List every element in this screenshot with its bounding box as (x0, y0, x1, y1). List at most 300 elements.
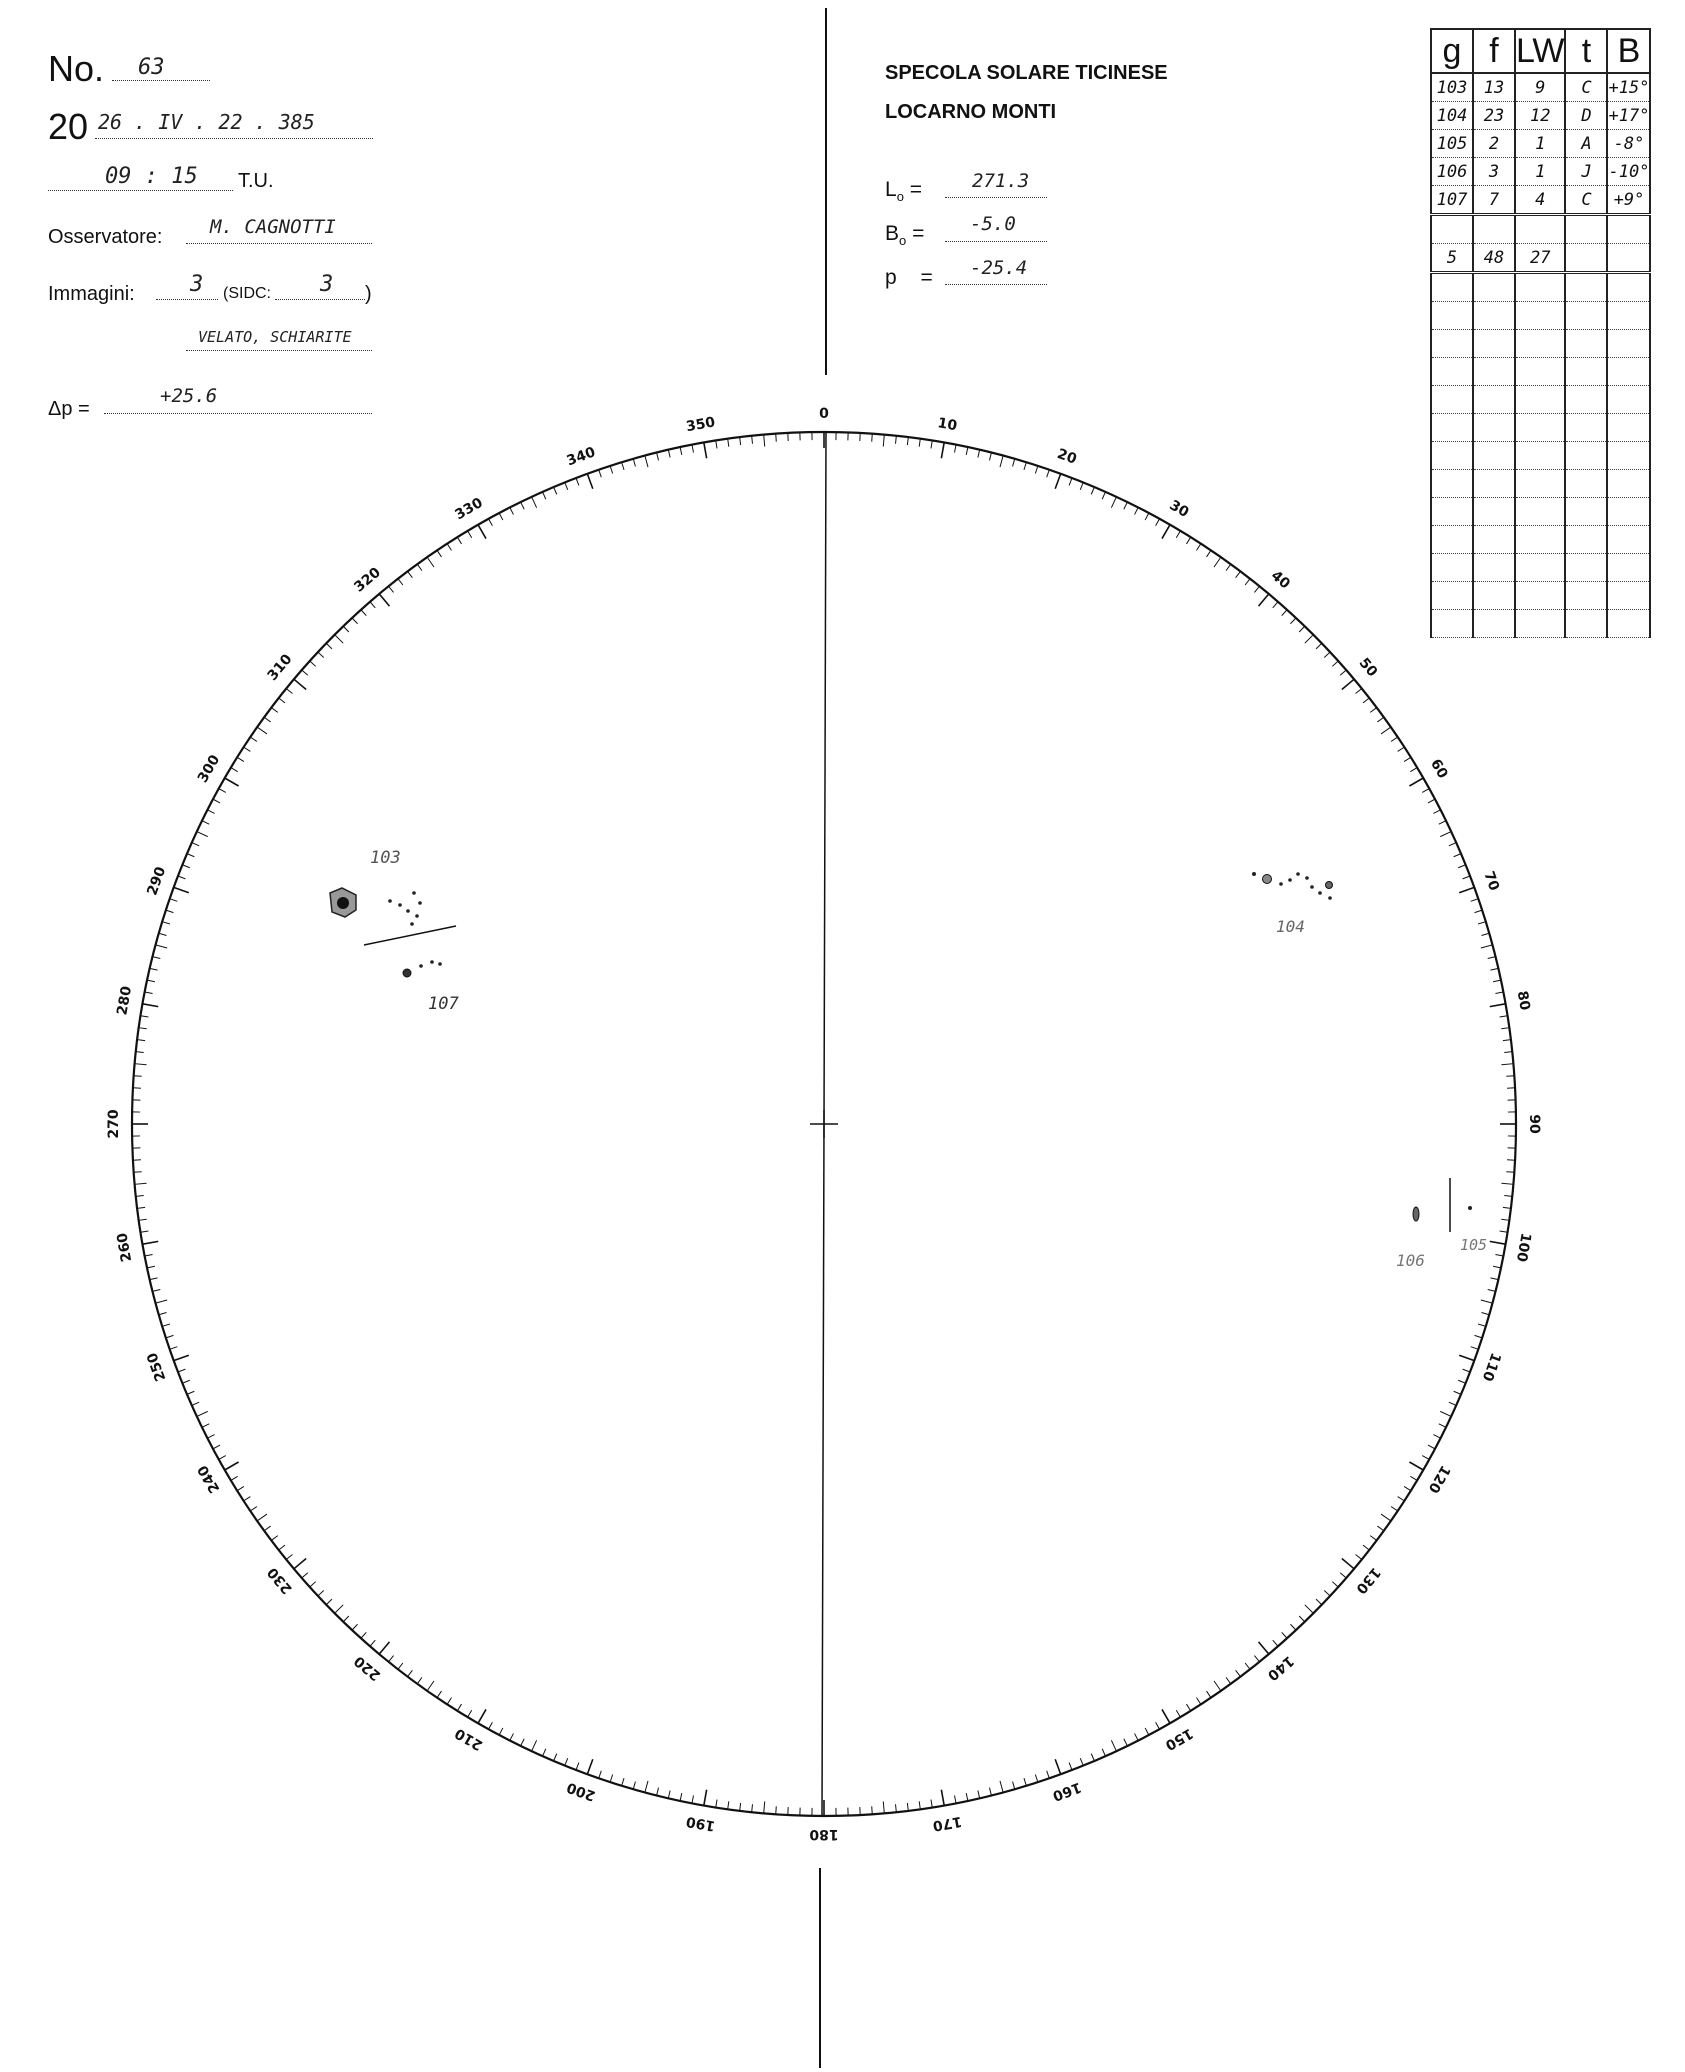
spot-dot (1305, 876, 1309, 880)
observer-label: Osservatore: (48, 226, 163, 248)
scale-label: 30 (1166, 497, 1192, 521)
scale-tick (457, 537, 461, 544)
scale-tick (657, 453, 659, 461)
images-value[interactable]: 3 (190, 272, 204, 297)
no-label: No. (48, 48, 105, 89)
scale-label: 180 (809, 1826, 839, 1842)
scale-tick (1186, 537, 1190, 544)
spot-dot (1310, 885, 1314, 889)
scale-tick (587, 1759, 592, 1774)
scale-tick (1493, 980, 1501, 982)
total-g[interactable]: 5 (1431, 244, 1473, 273)
scale-tick (156, 1300, 168, 1303)
scale-label: 140 (1264, 1652, 1297, 1684)
scale-tick (279, 698, 285, 703)
scale-tick (398, 579, 403, 585)
scale-tick (1377, 1526, 1383, 1531)
scale-tick (1245, 1663, 1250, 1669)
cell-g[interactable]: 105 (1431, 130, 1473, 158)
scale-tick (286, 689, 292, 694)
scale-tick (1024, 1778, 1026, 1786)
scale-tick (1439, 1424, 1446, 1428)
scale-tick (447, 1698, 451, 1705)
scale-tick (1478, 1324, 1486, 1326)
scale-tick (162, 1324, 170, 1326)
scale-tick (1299, 626, 1305, 632)
scale-tick (1102, 1749, 1105, 1756)
cell-g[interactable]: 107 (1431, 186, 1473, 215)
scale-tick (1305, 635, 1313, 643)
spot-103-umbra (337, 897, 349, 909)
conditions-value[interactable]: VELATO, SCHIARITE (198, 328, 352, 346)
spot-dot (406, 909, 410, 913)
scale-tick (1342, 679, 1354, 689)
scale-tick (1111, 497, 1116, 508)
scale-tick (437, 1691, 441, 1698)
scale-tick (1493, 1266, 1501, 1268)
scale-tick (1254, 1656, 1259, 1662)
scale-tick (1410, 768, 1417, 772)
scale-tick (489, 1722, 493, 1729)
scale-tick (213, 799, 220, 803)
scale-tick (610, 466, 612, 474)
scale-tick (622, 1778, 624, 1786)
cell-lw[interactable]: 9 (1515, 73, 1565, 102)
scale-tick (1135, 1733, 1139, 1740)
cell-f[interactable]: 13 (1473, 73, 1515, 102)
scale-tick (326, 643, 332, 649)
cell-b[interactable]: -8° (1607, 130, 1650, 158)
spot-dot (438, 962, 442, 966)
scale-tick (1245, 579, 1250, 585)
scale-tick (716, 1800, 717, 1808)
scale-tick (633, 1782, 635, 1790)
scale-tick (1503, 1207, 1511, 1208)
l0-eq: = (909, 178, 923, 201)
scale-tick (1503, 1040, 1511, 1041)
scale-tick (1490, 968, 1498, 970)
scale-label: 40 (1267, 567, 1293, 593)
sunspot-group-103[interactable] (330, 848, 422, 926)
cell-lw[interactable]: 1 (1515, 130, 1565, 158)
total-f[interactable]: 48 (1473, 244, 1515, 273)
scale-label: 120 (1424, 1462, 1454, 1496)
spot-dot (415, 914, 419, 918)
scale-tick (1299, 1616, 1305, 1622)
scale-tick (286, 1554, 292, 1559)
scale-label: 270 (106, 1109, 122, 1139)
scale-label: 70 (1480, 869, 1503, 894)
scale-label: 170 (931, 1812, 964, 1834)
sunspot-group-106[interactable] (1396, 1207, 1425, 1270)
cell-t[interactable]: D (1565, 102, 1607, 130)
scale-tick (1332, 1582, 1338, 1587)
scale-label: 60 (1427, 756, 1451, 782)
scale-tick (326, 1599, 332, 1605)
cell-f[interactable]: 2 (1473, 130, 1515, 158)
spot-dot (410, 922, 414, 926)
scale-tick (335, 1605, 343, 1613)
scale-tick (162, 922, 170, 924)
cell-f[interactable]: 3 (1473, 158, 1515, 186)
scale-tick (178, 876, 185, 879)
spot-dot (412, 891, 416, 895)
scale-tick (159, 933, 167, 935)
scale-tick (610, 1775, 612, 1783)
scale-tick (1481, 945, 1493, 948)
scale-tick (213, 1445, 220, 1449)
p-value[interactable]: -25.4 (970, 257, 1028, 279)
scale-tick (134, 1076, 142, 1077)
scale-tick (1080, 482, 1083, 489)
scale-tick (489, 519, 493, 526)
scale-tick (587, 474, 592, 489)
l0-sub: o (896, 189, 904, 205)
scale-tick (1504, 1052, 1512, 1053)
scale-tick (543, 492, 546, 499)
scale-tick (1478, 922, 1486, 924)
spot-dot (418, 901, 422, 905)
scale-tick (1398, 747, 1405, 751)
spot-dot (1318, 891, 1322, 895)
scale-tick (231, 768, 238, 772)
scale-tick (174, 887, 189, 892)
scale-tick (170, 1347, 178, 1350)
scale-tick (1000, 1781, 1003, 1793)
scale-tick (633, 459, 635, 467)
scale-tick (1449, 843, 1456, 846)
scale-tick (150, 968, 158, 970)
sunspot-group-104[interactable] (1252, 872, 1333, 936)
group-104-label: 104 (1276, 917, 1305, 936)
scale-tick (776, 434, 777, 442)
l0-value[interactable]: 271.3 (972, 170, 1030, 192)
scale-tick (1409, 778, 1423, 786)
scale-tick (1481, 1300, 1493, 1303)
scale-tick (468, 1710, 472, 1717)
scale-tick (931, 1800, 932, 1808)
scale-tick (1342, 1559, 1354, 1569)
scale-tick (1356, 689, 1362, 694)
scale-tick (231, 1476, 238, 1480)
scale-tick (1206, 550, 1210, 557)
scale-tick (1458, 865, 1465, 868)
scale-tick (166, 1335, 174, 1337)
cell-lw[interactable]: 4 (1515, 186, 1565, 215)
scale-tick (883, 435, 884, 447)
group-separator-line (364, 926, 456, 945)
scale-label: 190 (684, 1812, 717, 1834)
spot-dot (1252, 872, 1256, 876)
scale-tick (294, 679, 306, 689)
scale-tick (728, 1801, 729, 1809)
scale-tick (343, 626, 349, 632)
scale-tick (1305, 1605, 1313, 1613)
scale-tick (1035, 466, 1037, 474)
delta-p-value[interactable]: +25.6 (160, 385, 218, 407)
scale-tick (1501, 1064, 1513, 1065)
observer-value[interactable]: M. CAGNOTTI (210, 216, 336, 238)
scale-tick (1490, 1004, 1506, 1007)
scale-tick (941, 1790, 944, 1806)
scale-tick (417, 564, 422, 570)
scale-tick (1459, 887, 1474, 892)
scale-label: 130 (1352, 1564, 1384, 1597)
scale-tick (680, 1793, 682, 1801)
scale-tick (668, 450, 670, 458)
scale-tick (182, 865, 189, 868)
scale-tick (427, 557, 434, 567)
scale-tick (1459, 1355, 1474, 1360)
scale-tick (740, 437, 741, 445)
scale-label: 240 (194, 1462, 224, 1496)
scale-tick (225, 1462, 239, 1470)
scale-tick (1282, 1632, 1287, 1638)
time-unit: T.U. (238, 170, 274, 192)
scale-tick (1404, 757, 1411, 761)
scale-tick (379, 1642, 389, 1654)
scale-tick (1091, 1754, 1094, 1761)
scale-label: 100 (1512, 1231, 1534, 1264)
cell-b[interactable]: +15° (1607, 73, 1650, 102)
cell-b[interactable]: +17° (1607, 102, 1650, 130)
col-lw-header: LW (1515, 29, 1565, 73)
col-f-header: f (1473, 29, 1515, 73)
scale-tick (740, 1803, 741, 1811)
scale-tick (1439, 821, 1446, 825)
scale-tick (139, 1219, 147, 1220)
cell-g[interactable]: 103 (1431, 73, 1473, 102)
scale-tick (1013, 459, 1015, 467)
scale-tick (716, 441, 717, 449)
scale-tick (955, 1795, 957, 1803)
scale-tick (1290, 618, 1295, 624)
scale-tick (147, 1266, 155, 1268)
scale-tick (1422, 789, 1429, 793)
scale-tick (178, 1369, 185, 1372)
scale-tick (521, 1739, 525, 1746)
scale-tick (1475, 1335, 1483, 1337)
scale-tick (776, 1806, 777, 1814)
scale-tick (343, 1616, 349, 1622)
scale-tick (447, 544, 451, 551)
scale-tick (197, 832, 208, 837)
scale-label: 330 (452, 494, 486, 524)
scale-tick (1506, 1172, 1514, 1173)
scale-tick (1186, 1704, 1190, 1711)
scale-tick (1162, 1709, 1170, 1723)
cell-g[interactable]: 104 (1431, 102, 1473, 130)
scale-tick (1482, 933, 1490, 935)
scale-tick (153, 957, 161, 959)
scale-tick (136, 1052, 144, 1053)
scale-tick (532, 1740, 537, 1751)
b0-value[interactable]: -5.0 (970, 213, 1016, 235)
scale-tick (1501, 1028, 1509, 1029)
scale-tick (966, 1793, 968, 1801)
scale-tick (1506, 1076, 1514, 1077)
scale-tick (318, 652, 324, 657)
sunspot-group-107[interactable] (403, 960, 459, 1014)
scale-tick (135, 1064, 147, 1065)
scale-tick (1340, 670, 1346, 675)
scale-tick (907, 437, 908, 445)
scale-tick (1381, 1514, 1391, 1521)
scale-tick (1226, 1677, 1231, 1683)
scale-tick (645, 456, 648, 468)
total-lw[interactable]: 27 (1515, 244, 1565, 273)
scale-tick (1197, 544, 1201, 551)
l0-letter: L (885, 178, 897, 201)
b0-sub: o (899, 233, 907, 249)
scale-tick (166, 910, 174, 912)
scale-tick (599, 1771, 602, 1779)
scale-tick (752, 436, 753, 444)
scale-tick (1035, 1775, 1037, 1783)
scale-tick (1316, 643, 1322, 649)
scale-tick (1501, 1183, 1513, 1184)
scale-tick (1214, 1681, 1221, 1691)
year-prefix: 20 (48, 106, 89, 147)
scale-tick (499, 1728, 503, 1735)
cell-f[interactable]: 7 (1473, 186, 1515, 215)
scale-tick (764, 1801, 765, 1813)
scale-label: 350 (684, 414, 717, 436)
scale-label: 20 (1054, 445, 1079, 468)
scale-tick (645, 1781, 648, 1793)
scale-tick (192, 1402, 199, 1405)
scale-tick (1273, 602, 1278, 608)
scale-tick (1047, 470, 1050, 478)
cell-b[interactable]: -10° (1607, 158, 1650, 186)
scale-tick (1404, 1486, 1411, 1490)
scale-tick (335, 635, 343, 643)
spot-dot (419, 964, 423, 968)
date-value[interactable]: 26 . IV . 22 . 385 (98, 110, 315, 134)
scale-tick (510, 507, 514, 514)
scale-tick (1428, 1445, 1435, 1449)
scale-tick (966, 447, 968, 455)
time-value[interactable]: 09 : 15 (105, 164, 198, 189)
scale-tick (264, 1526, 270, 1531)
sunspot-group-105[interactable] (1460, 1206, 1487, 1254)
scale-tick (294, 1559, 306, 1569)
no-value[interactable]: 63 (138, 55, 165, 80)
scale-tick (895, 1804, 896, 1812)
scale-label: 90 (1526, 1114, 1542, 1134)
scale-tick (187, 1391, 194, 1394)
scale-tick (543, 1749, 546, 1756)
scale-tick (468, 531, 472, 538)
scale-tick (398, 1663, 403, 1669)
cell-lw[interactable]: 12 (1515, 102, 1565, 130)
scale-label: 50 (1355, 655, 1381, 681)
scale-tick (219, 789, 226, 793)
scale-tick (1410, 1476, 1417, 1480)
spot-105 (1468, 1206, 1472, 1210)
scale-tick (1254, 586, 1259, 592)
spot-104-follower (1326, 882, 1333, 889)
scale-tick (207, 810, 214, 814)
scale-tick (417, 1677, 422, 1683)
cell-t[interactable]: J (1565, 158, 1607, 186)
scale-tick (907, 1803, 908, 1811)
scale-tick (279, 1545, 285, 1550)
scale-tick (704, 1790, 707, 1806)
scale-tick (145, 992, 153, 994)
sidc-value[interactable]: 3 (320, 272, 334, 297)
cell-lw[interactable]: 1 (1515, 158, 1565, 186)
cell-g[interactable]: 106 (1431, 158, 1473, 186)
scale-tick (302, 1573, 308, 1578)
scale-tick (1145, 1728, 1149, 1735)
scale-tick (1340, 1573, 1346, 1578)
spot-dot (398, 903, 402, 907)
scale-tick (692, 1795, 694, 1803)
scale-tick (202, 1424, 209, 1428)
group-105-label: 105 (1460, 1236, 1488, 1254)
scale-label: 320 (351, 564, 384, 596)
spot-dot (388, 899, 392, 903)
scale-tick (668, 1790, 670, 1798)
scale-tick (941, 443, 944, 459)
spot-107-leader (403, 969, 411, 977)
cell-t[interactable]: A (1565, 130, 1607, 158)
scale-tick (1047, 1771, 1050, 1779)
scale-tick (872, 1806, 873, 1814)
scale-tick (137, 1207, 145, 1208)
scale-tick (1471, 1347, 1479, 1350)
cell-f[interactable]: 23 (1473, 102, 1515, 130)
delta-p-label: Δp = (48, 398, 90, 420)
scale-label: 210 (452, 1724, 486, 1754)
scale-tick (187, 854, 194, 857)
scale-tick (1475, 910, 1483, 912)
scale-tick (1500, 1016, 1508, 1017)
scale-tick (989, 1788, 991, 1796)
scale-tick (599, 470, 602, 478)
cell-t[interactable]: C (1565, 186, 1607, 215)
scale-tick (692, 445, 694, 453)
scale-tick (554, 1754, 557, 1761)
scale-tick (147, 980, 155, 982)
cell-t[interactable]: C (1565, 73, 1607, 102)
scale-tick (244, 747, 251, 751)
scale-label: 290 (144, 864, 170, 898)
scale-tick (1363, 1545, 1369, 1550)
scale-tick (1282, 610, 1287, 616)
scale-tick (361, 1632, 366, 1638)
scale-tick (1490, 1278, 1498, 1280)
scale-tick (1080, 1758, 1083, 1765)
spot-dot (1279, 882, 1283, 886)
scale-tick (156, 945, 168, 948)
scale-tick (237, 1486, 244, 1490)
scale-label: 260 (114, 1231, 136, 1264)
scale-tick (1409, 1462, 1423, 1470)
scale-label: 250 (144, 1350, 170, 1384)
scale-tick (139, 1028, 147, 1029)
scale-tick (1391, 1506, 1398, 1510)
scale-tick (565, 482, 568, 489)
scale-tick (478, 525, 486, 539)
cell-b[interactable]: +9° (1607, 186, 1650, 215)
scale-tick (1206, 1691, 1210, 1698)
scale-tick (197, 1411, 208, 1416)
scale-tick (1377, 717, 1383, 722)
scale-label: 160 (1050, 1778, 1084, 1804)
scale-tick (1463, 1369, 1470, 1372)
